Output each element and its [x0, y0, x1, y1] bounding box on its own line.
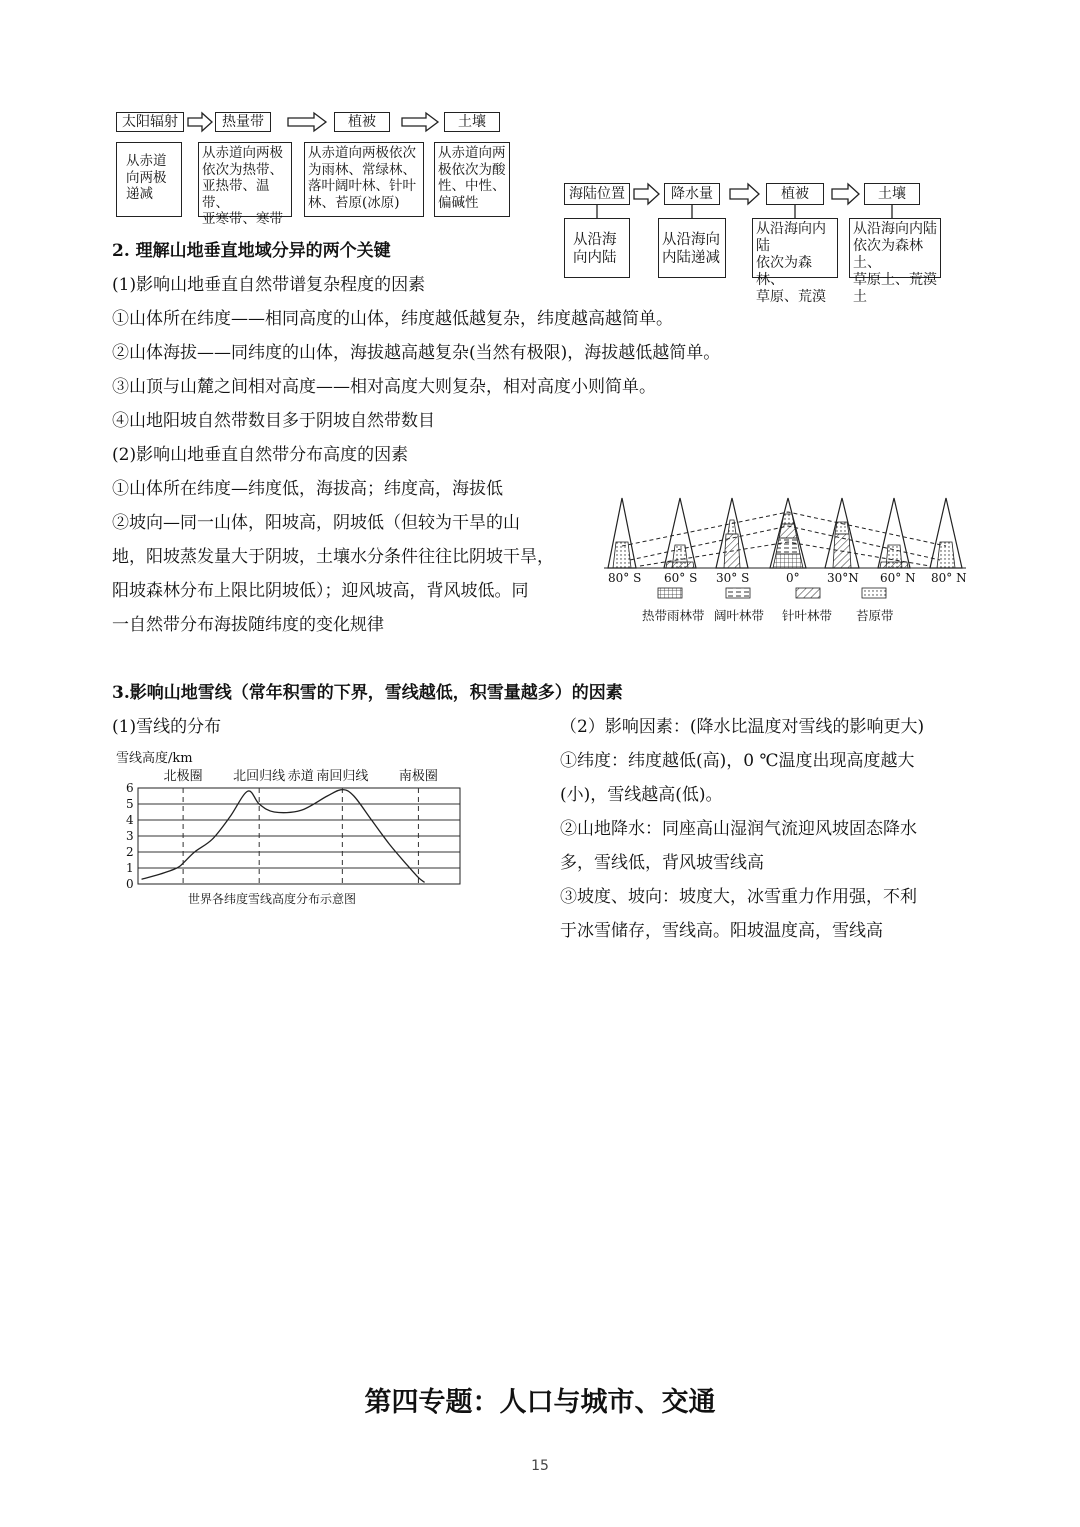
flow2-detail-0-line: 向内陆 [573, 250, 617, 266]
section2-line: 一自然带分布海拔随纬度的变化规律 [112, 615, 384, 635]
lat-label: 30° S [716, 571, 750, 585]
flow1-detail-3-line: 偏碱性 [438, 194, 479, 211]
section2-line: ①山体所在纬度—纬度低，海拔高；纬度高，海拔低 [112, 479, 503, 499]
zone-label: 赤道 [287, 769, 314, 784]
legend-swatch-tundra [862, 588, 886, 598]
section3-sub1: (1)雪线的分布 [112, 717, 222, 737]
flow2-header-3: 土壤 [864, 183, 920, 205]
section2-line: 阳坡森林分布上限比阴坡低）；迎风坡高，背风坡低。同 [112, 581, 529, 601]
right-arrow-icon [730, 184, 759, 204]
section3-right-line: (小)，雪线越高(低)。 [560, 785, 723, 805]
flow1-header-3: 土壤 [444, 112, 500, 132]
chart-caption: 世界各纬度雪线高度分布示意图 [188, 892, 357, 906]
section2-line: ③山顶与山麓之间相对高度——相对高度大则复杂，相对高度小则简单。 [112, 377, 656, 397]
right-arrow-icon [634, 184, 659, 204]
flow2-detail-2-line: 依次为森林、 [756, 255, 812, 288]
y-tick-label: 1 [126, 861, 134, 875]
section3-right-line: ②山地降水：同座高山湿润气流迎风坡固态降水 [560, 819, 917, 839]
section3-right-line: 于冰雪储存，雪线高。阳坡温度高，雪线高 [560, 921, 883, 941]
flow1-detail-1-line: 亚热带、温带、 [202, 178, 270, 211]
flow1-detail-2-line: 从赤道向两极依次 [308, 145, 416, 161]
flow1-detail-3-line: 性、中性、 [438, 178, 506, 194]
flow2-header-2: 植被 [766, 183, 824, 205]
lat-label: 0° [786, 571, 800, 585]
chart-ylabel: 雪线高度/km [116, 751, 193, 766]
flow1-detail-1-line: 依次为热带、 [202, 161, 283, 178]
legend-label: 阔叶林带 [714, 608, 765, 623]
legend-swatch-tropical [658, 588, 682, 598]
flow2-header-0: 海陆位置 [564, 183, 630, 205]
section2-line: ①山体所在纬度——相同高度的山体，纬度越低越复杂，纬度越高越简单。 [112, 309, 673, 329]
flow1-detail-2-line: 落叶阔叶林、针叶 [308, 178, 416, 194]
section3-title: 3.影响山地雪线（常年积雪的下界，雪线越低，积雪量越多）的因素 [112, 683, 623, 703]
legend-label: 针叶林带 [782, 608, 833, 623]
lat-label: 80° N [931, 571, 967, 585]
section2-line: (2)影响山地垂直自然带分布高度的因素 [112, 445, 409, 465]
zone-label: 南极圈 [398, 769, 438, 784]
page-number: 15 [531, 1458, 549, 1474]
flow1-detail-2-line: 林、苔原(冰原) [308, 194, 400, 211]
legend-label: 热带雨林带 [642, 608, 705, 623]
flow1-header-1: 热量带 [215, 112, 271, 132]
zone-label: 北极圈 [163, 769, 203, 784]
y-tick-label: 5 [126, 797, 134, 811]
flow1-detail-0-line: 递减 [126, 186, 153, 202]
legend-swatch-broadleaf [726, 588, 750, 598]
mountain-zone-diagram [600, 490, 980, 630]
section2-line: ②山体海拔——同纬度的山体，海拔越高越复杂(当然有极限)，海拔越低越简单。 [112, 343, 721, 363]
flow2-header-1: 降水量 [664, 183, 720, 205]
section3-right-line: ①纬度：纬度越低(高)，0 ℃温度出现高度越大 [560, 751, 915, 771]
flow2-detail-3-line: 从沿海向内陆 [853, 221, 937, 237]
section3-right-line: ③坡度、坡向：坡度大，冰雪重力作用强，不利 [560, 887, 917, 907]
flow1-detail-2-line: 为雨林、常绿林、 [308, 161, 416, 178]
y-tick-label: 3 [126, 829, 134, 843]
lat-label: 60° N [880, 571, 916, 585]
section2-line: ②坡向—同一山体，阳坡高，阴坡低（但较为干旱的山 [112, 513, 520, 533]
flow1-detail-1-line: 从赤道向两极 [202, 145, 283, 161]
chapter-title: 第四专题：人口与城市、交通 [364, 1387, 716, 1418]
section2-line: ④山地阳坡自然带数目多于阴坡自然带数目 [112, 411, 435, 431]
y-tick-label: 6 [126, 781, 134, 795]
flow2-detail-1-line: 从沿海向 [662, 232, 720, 248]
section2-title: 2. 理解山地垂直地域分异的两个关键 [112, 241, 391, 261]
flow1-header-2: 植被 [334, 112, 390, 132]
flow2-detail-2-line: 从沿海向内陆 [756, 221, 826, 254]
lat-label: 30°N [827, 571, 859, 585]
flow1-detail-0-line: 向两极 [126, 169, 167, 186]
flow1-header-0: 太阳辐射 [116, 112, 184, 132]
flow2-detail-1-line: 内陆递减 [662, 250, 720, 266]
lat-label: 60° S [664, 571, 698, 585]
flow2-detail-3-line: 依次为森林土、 [853, 238, 923, 271]
section3-right-line: 多，雪线低，背风坡雪线高 [560, 853, 764, 873]
flow1-detail-1-line: 亚寒带、寒带 [202, 211, 283, 227]
y-tick-label: 2 [126, 845, 134, 859]
snowline-chart [110, 745, 470, 915]
y-tick-label: 4 [126, 813, 134, 827]
flow2-detail-2-line: 草原、荒漠 [756, 289, 826, 305]
section3-right-line: （2）影响因素：(降水比温度对雪线的影响更大) [560, 717, 925, 737]
flow1-detail-0-line: 从赤道 [126, 153, 167, 169]
y-tick-label: 0 [126, 877, 134, 891]
legend-label: 苔原带 [856, 608, 894, 623]
lat-label: 80° S [608, 571, 642, 585]
flow1-detail-3-line: 从赤道向两 [438, 145, 506, 161]
zone-label: 南回归线 [316, 769, 369, 784]
legend-swatch-conifer [796, 588, 820, 598]
flow1-detail-3-line: 极依次为酸 [438, 161, 506, 178]
zone-label: 北回归线 [233, 769, 286, 784]
right-arrow-icon [832, 184, 859, 204]
section2-line: (1)影响山地垂直自然带谱复杂程度的因素 [112, 275, 426, 295]
flow2-detail-0-line: 从沿海 [573, 232, 617, 248]
section2-line: 地，阳坡蒸发量大于阴坡，土壤水分条件往往比阴坡干旱， [112, 547, 554, 567]
flow2-detail-3-line: 草原土、荒漠土 [853, 272, 937, 305]
